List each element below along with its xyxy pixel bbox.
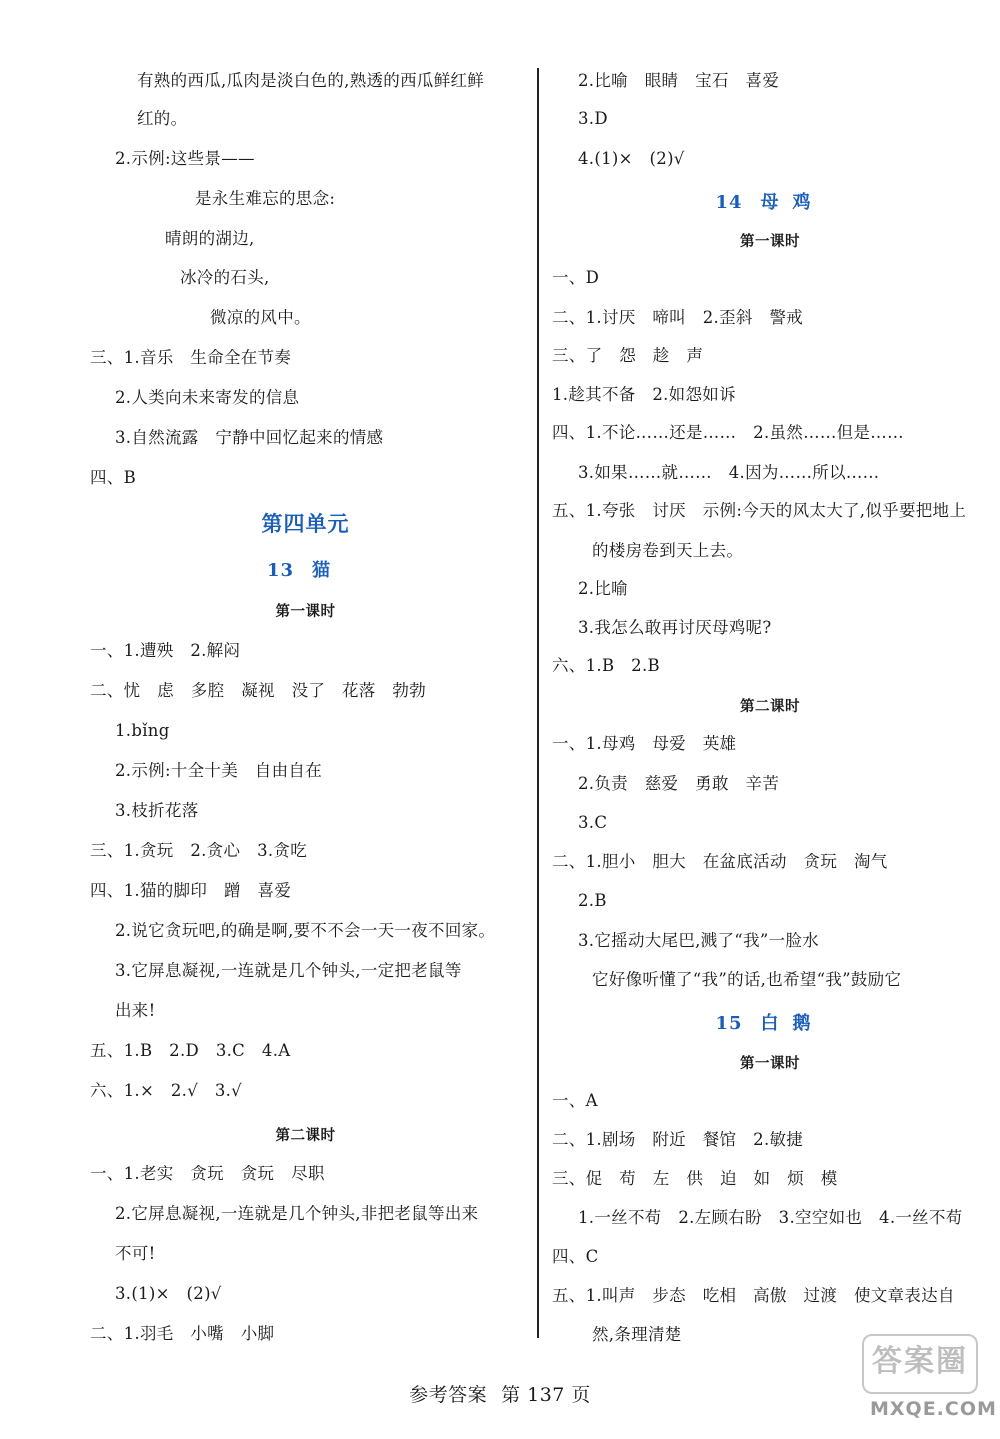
text-line: 四、B xyxy=(90,468,137,487)
watermark-badge xyxy=(862,1334,978,1394)
text-line: 3.(1)× (2)√ xyxy=(115,1284,222,1303)
text-line: 一、1.遭殃 2.解闷 xyxy=(90,641,241,660)
lesson-name: 猫 xyxy=(312,560,345,581)
text-line: 二、1.羽毛 小嘴 小脚 xyxy=(90,1324,275,1343)
text-line: 五、1.B 2.D 3.C 4.A xyxy=(90,1041,291,1060)
text-line: 二、1.胆小 胆大 在盆底活动 贪玩 淘气 xyxy=(552,852,888,871)
text-line: 然,条理清楚 xyxy=(592,1325,682,1344)
text-line: 4.(1)× (2)√ xyxy=(578,149,685,168)
text-line: 二、1.讨厌 啼叫 2.歪斜 警戒 xyxy=(552,308,804,327)
text-line: 红的。 xyxy=(137,109,188,128)
text-line: 四、C xyxy=(552,1247,599,1266)
text-line: 六、1.B 2.B xyxy=(552,656,660,675)
text-line: 3.C xyxy=(578,813,608,832)
text-line: 2.它屏息凝视,一连就是几个钟头,非把老鼠等出来 xyxy=(115,1204,479,1223)
text-line: 不可! xyxy=(115,1244,156,1263)
text-line: 3.它摇动大尾巴,溅了“我”一脸水 xyxy=(578,931,819,950)
text-line: 三、1.音乐 生命全在节奏 xyxy=(90,348,292,367)
lesson-number: 15 xyxy=(715,1013,743,1034)
text-line: 有熟的西瓜,瓜肉是淡白色的,熟透的西瓜鲜红鲜 xyxy=(137,71,485,90)
column-divider xyxy=(537,68,539,1338)
text-line: 它好像听懂了“我”的话,也希望“我”鼓励它 xyxy=(592,970,902,989)
text-line: 1.一丝不苟 2.左顾右盼 3.空空如也 4.一丝不苟 xyxy=(578,1208,963,1227)
text-line: 五、1.夸张 讨厌 示例:今天的风太大了,似乎要把地上 xyxy=(552,501,967,520)
text-line: 二、1.剧场 附近 餐馆 2.敏捷 xyxy=(552,1130,804,1149)
text-line: 的楼房卷到天上去。 xyxy=(592,541,744,560)
lesson-number: 14 xyxy=(715,192,743,213)
poem-line: 晴朗的湖边, xyxy=(165,229,255,248)
text-line: 六、1.× 2.√ 3.√ xyxy=(90,1081,242,1100)
watermark-site: MXQE.COM xyxy=(870,1398,997,1420)
text-line: 1.bǐng xyxy=(115,721,170,740)
watermark-badge-text: 答案圈 xyxy=(872,1344,968,1379)
text-line: 五、1.叫声 步态 吃相 高傲 过渡 使文章表达自 xyxy=(552,1286,955,1305)
text-line: 1.趁其不备 2.如怨如诉 xyxy=(552,385,736,404)
text-line: 2.说它贪玩吧,的确是啊,要不不会一天一夜不回家。 xyxy=(115,921,496,940)
text-line: 3.自然流露 宁静中回忆起来的情感 xyxy=(115,428,384,447)
poem-line: 冰冷的石头, xyxy=(180,268,270,287)
footer-label: 参考答案 xyxy=(409,1384,488,1406)
section-title: 第一课时 xyxy=(740,1056,800,1072)
lesson-name: 母鸡 xyxy=(760,192,825,213)
text-line: 2.示例:这些景—— xyxy=(115,149,255,168)
section-title: 第一课时 xyxy=(740,234,800,250)
lesson-title-14 xyxy=(540,188,1000,214)
text-line: 三、1.贪玩 2.贪心 3.贪吃 xyxy=(90,841,308,860)
text-line: 2.负责 慈爱 勇敢 辛苦 xyxy=(578,774,780,793)
text-line: 一、1.老实 贪玩 贪玩 尽职 xyxy=(90,1164,325,1183)
poem-line: 是永生难忘的思念: xyxy=(195,189,336,208)
text-line: 四、1.猫的脚印 蹭 喜爱 xyxy=(90,881,292,900)
text-line: 3.我怎么敢再讨厌母鸡呢? xyxy=(578,618,772,637)
text-line: 二、忧 虑 多腔 凝视 没了 花落 勃勃 xyxy=(90,681,426,700)
text-line: 3.枝折花落 xyxy=(115,801,199,820)
page-number: 第 137 页 xyxy=(501,1384,591,1406)
text-line: 一、A xyxy=(552,1091,598,1110)
text-line: 2.比喻 xyxy=(578,579,628,598)
lesson-name: 白鹅 xyxy=(760,1013,825,1034)
unit-title: 第四单元 xyxy=(261,512,350,536)
section-title: 第一课时 xyxy=(275,604,336,620)
section-title: 第二课时 xyxy=(275,1128,336,1144)
poem-line: 微凉的风中。 xyxy=(210,308,311,327)
text-line: 3.如果……就…… 4.因为……所以…… xyxy=(578,463,880,482)
text-line: 一、D xyxy=(552,268,600,287)
section-title: 第二课时 xyxy=(740,699,800,715)
text-line: 3.它屏息凝视,一连就是几个钟头,一定把老鼠等 xyxy=(115,961,462,980)
text-line: 三、了 怨 趁 声 xyxy=(552,346,704,365)
lesson-title-15 xyxy=(540,1009,1000,1035)
text-line: 三、促 苟 左 供 迫 如 烦 模 xyxy=(552,1169,838,1188)
text-line: 2.B xyxy=(578,891,607,910)
text-line: 出来! xyxy=(115,1001,156,1020)
text-line: 2.人类向未来寄发的信息 xyxy=(115,388,300,407)
lesson-number: 13 xyxy=(266,560,295,581)
text-line: 2.比喻 眼睛 宝石 喜爱 xyxy=(578,71,780,90)
text-line: 3.D xyxy=(578,109,608,128)
lesson-title-13 xyxy=(38,556,573,582)
text-line: 2.示例:十全十美 自由自在 xyxy=(115,761,323,780)
page-footer xyxy=(0,1380,1000,1407)
text-line: 四、1.不论……还是…… 2.虽然……但是…… xyxy=(552,423,904,442)
text-line: 一、1.母鸡 母爱 英雄 xyxy=(552,734,737,753)
